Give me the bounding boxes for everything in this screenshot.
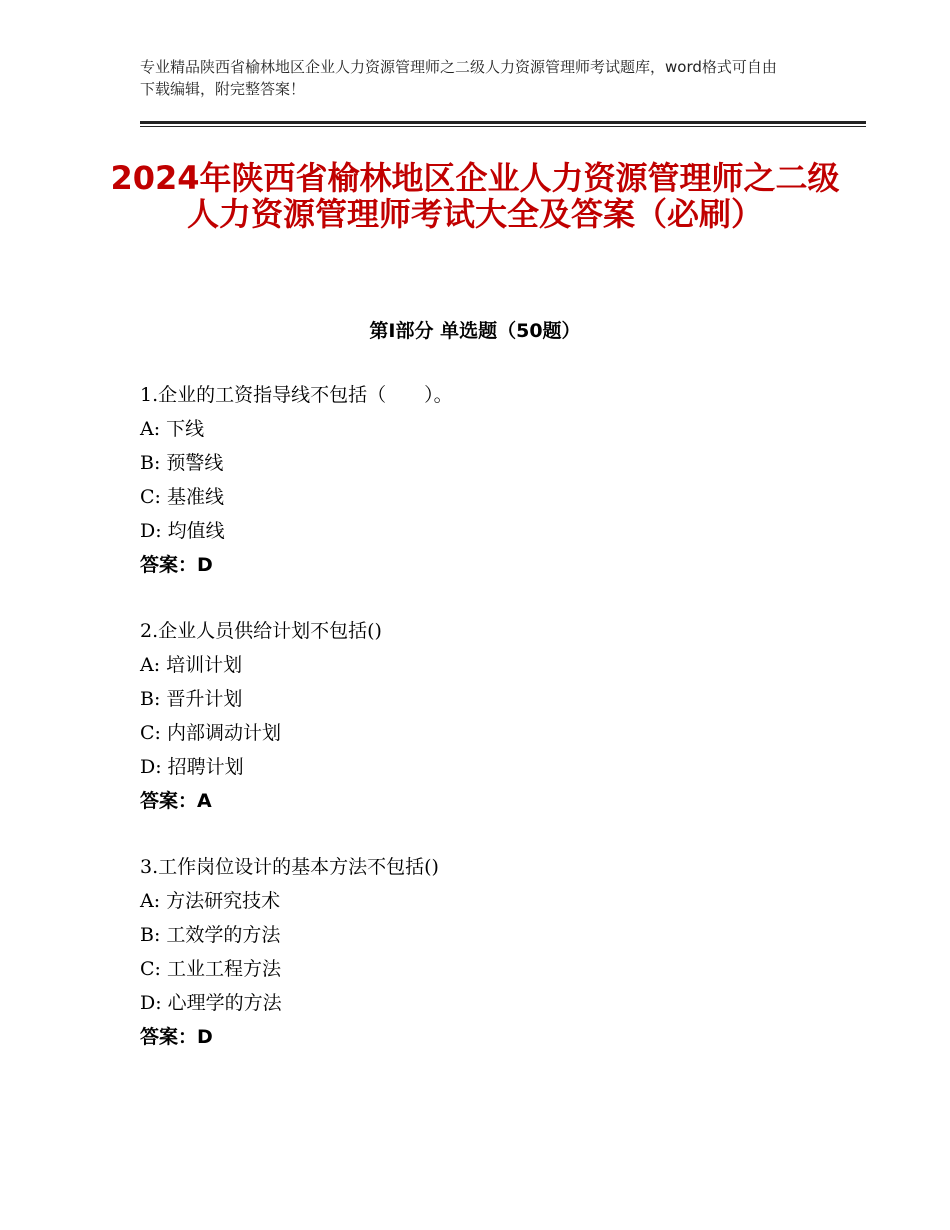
question-stem: 3.工作岗位设计的基本方法不包括() (140, 856, 439, 878)
answer-label: 答案：D (140, 1026, 213, 1048)
answer-label: 答案：A (140, 790, 212, 812)
option-a: A: 培训计划 (140, 654, 243, 676)
option-c: C: 内部调动计划 (140, 722, 281, 744)
document-title: 2024年陕西省榆林地区企业人力资源管理师之二级人力资源管理师考试大全及答案（必刷） (110, 159, 840, 233)
header-rule-thin (140, 126, 866, 127)
header-note: 专业精品陕西省榆林地区企业人力资源管理师之二级人力资源管理师考试题库，word格式可自由下载编辑，附完整答案！ (140, 58, 777, 98)
option-a: A: 方法研究技术 (140, 890, 281, 912)
answer-label: 答案：D (140, 554, 213, 576)
option-d: D: 招聘计划 (140, 756, 244, 778)
option-a: A: 下线 (140, 418, 205, 440)
question-list (140, 378, 840, 1086)
question-1 (140, 378, 840, 582)
option-c: C: 工业工程方法 (140, 958, 281, 980)
option-d: D: 均值线 (140, 520, 225, 542)
question-2 (140, 614, 840, 818)
question-stem: 1.企业的工资指导线不包括（ ）。 (140, 384, 453, 406)
question-stem: 2.企业人员供给计划不包括() (140, 620, 382, 642)
section-title: 第Ⅰ部分 单选题（50题） (369, 320, 581, 342)
option-b: B: 晋升计划 (140, 688, 243, 710)
question-3 (140, 850, 840, 1054)
option-b: B: 工效学的方法 (140, 924, 281, 946)
header-rule-thick (140, 121, 866, 124)
option-c: C: 基准线 (140, 486, 224, 508)
option-d: D: 心理学的方法 (140, 992, 282, 1014)
option-b: B: 预警线 (140, 452, 224, 474)
